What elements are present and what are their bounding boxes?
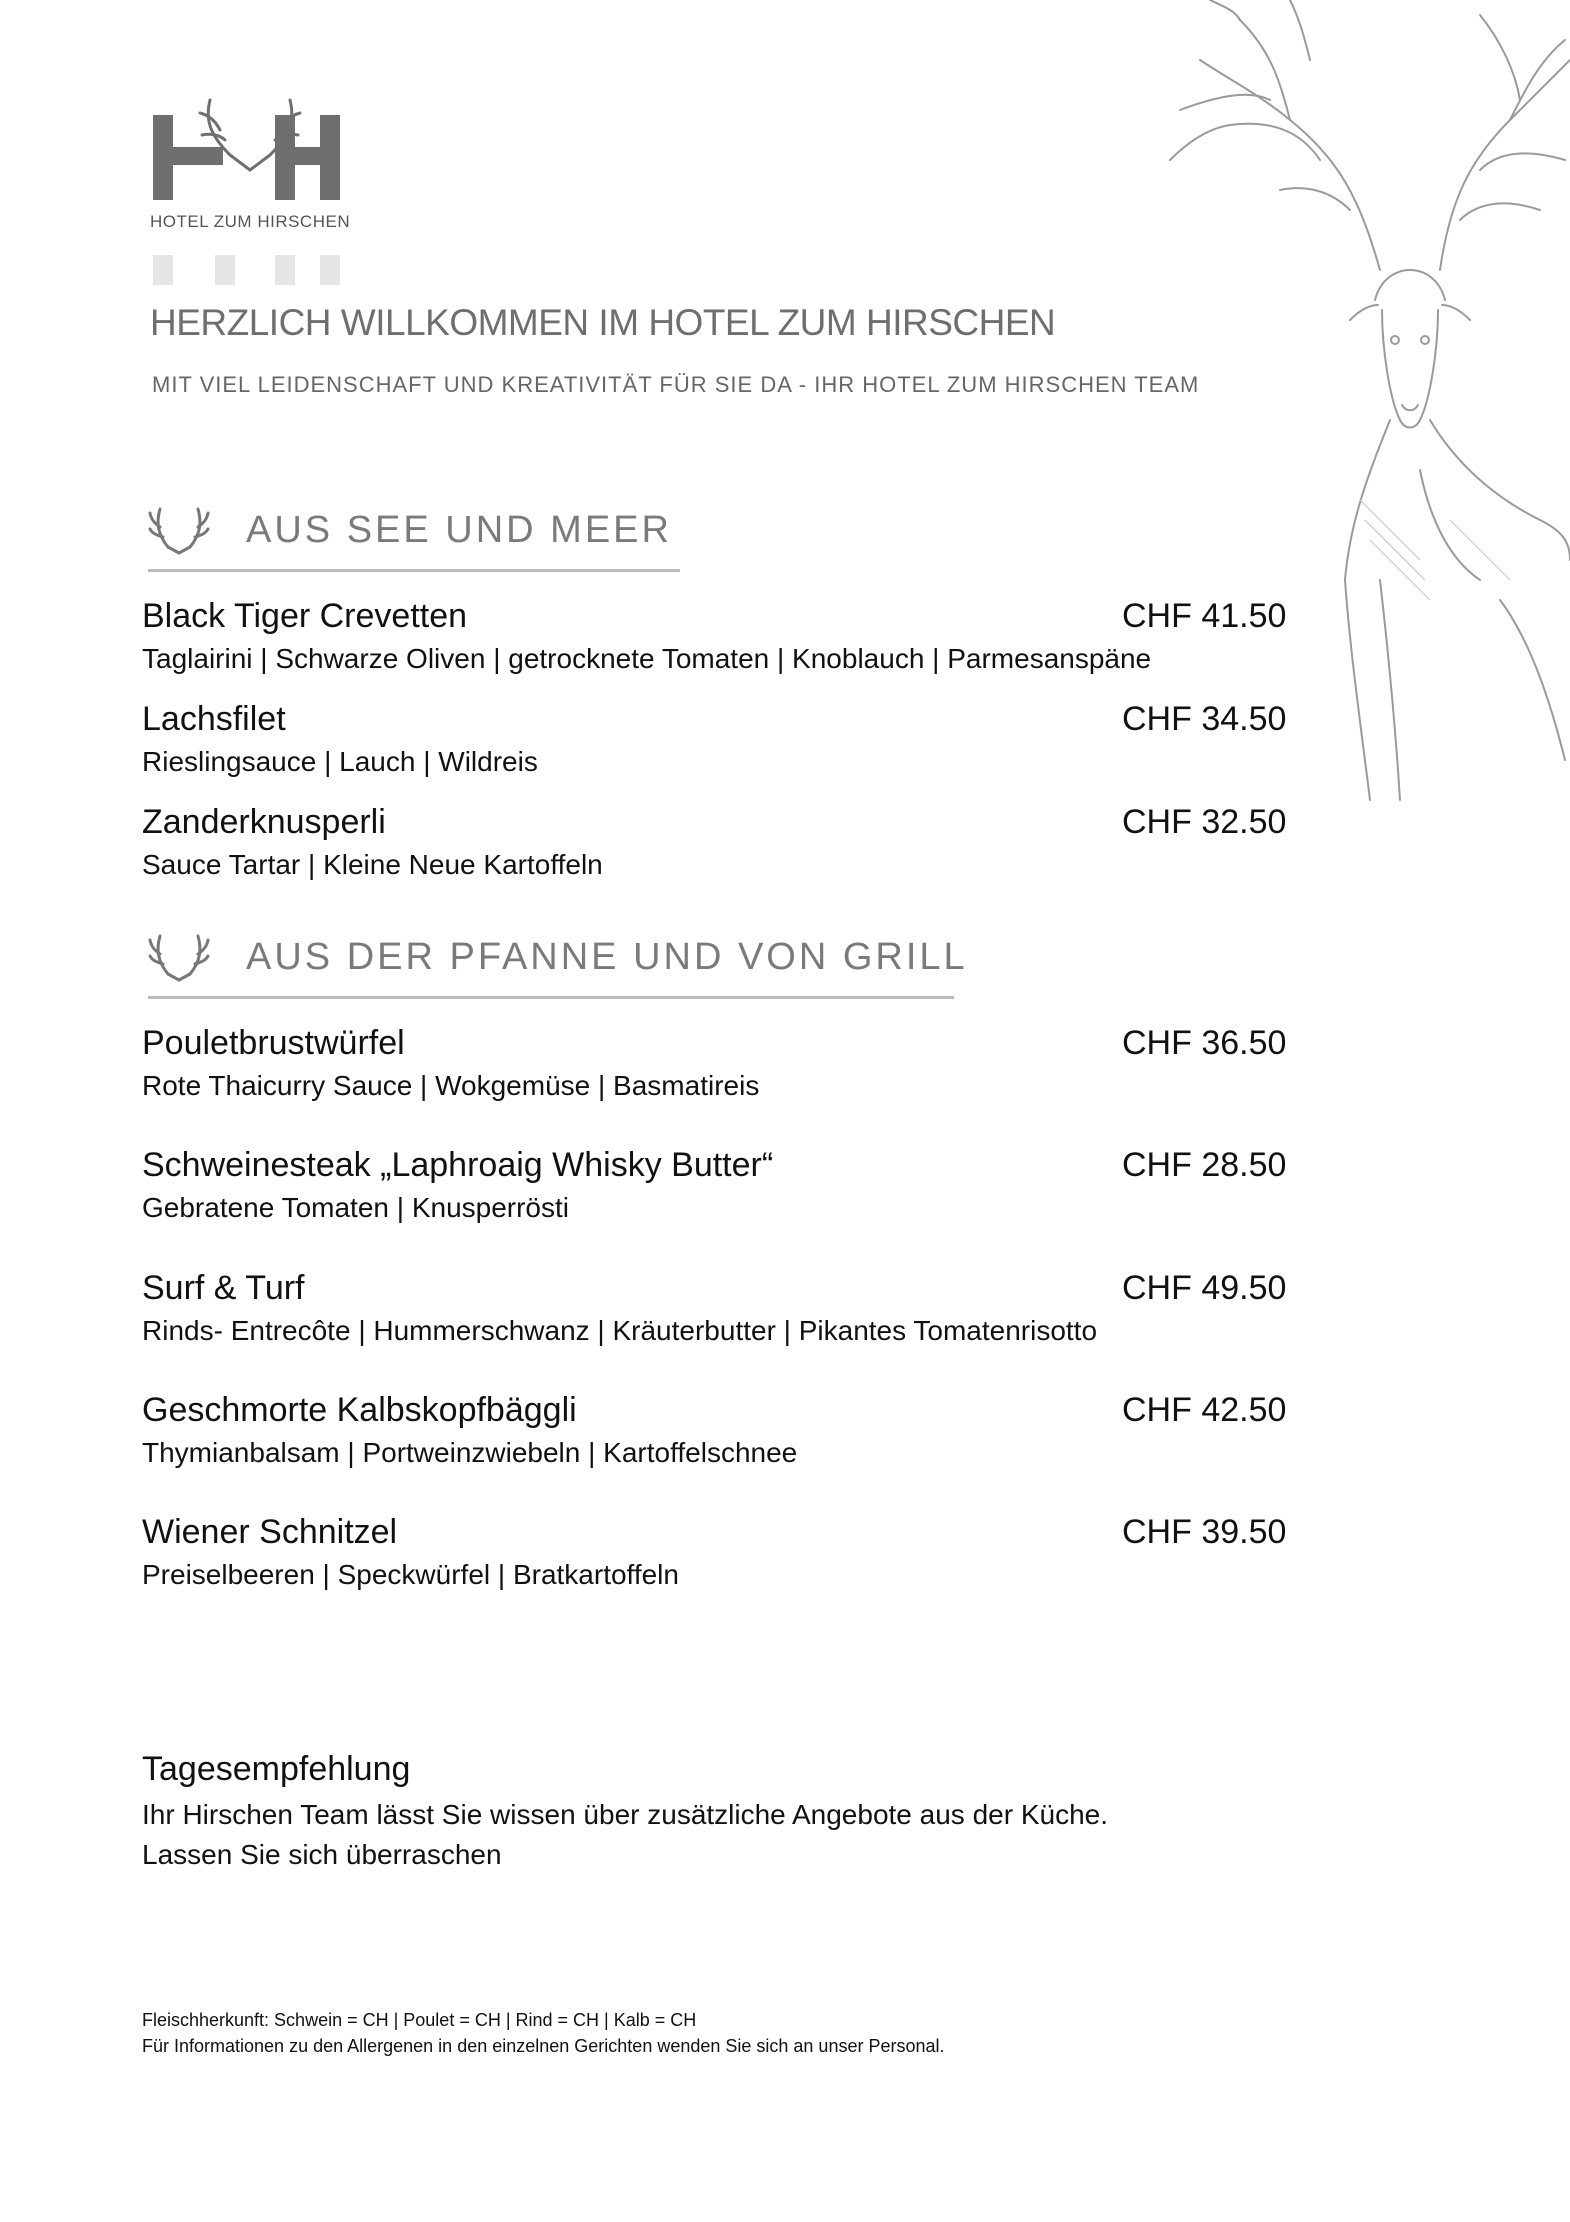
dish-price: CHF 49.50 bbox=[1122, 1269, 1287, 1307]
hotel-logo bbox=[150, 95, 360, 285]
antler-icon bbox=[148, 932, 210, 982]
section-title: AUS SEE UND MEER bbox=[246, 509, 672, 551]
dish-description: Preiselbeeren | Speckwürfel | Bratkartoffeln bbox=[142, 1559, 679, 1590]
dish-price: CHF 39.50 bbox=[1122, 1513, 1287, 1551]
dish-description: Rinds- Entrecôte | Hummerschwanz | Kräuterbutter | Pikantes Tomatenrisotto bbox=[142, 1315, 1098, 1346]
section-title: AUS DER PFANNE UND VON GRILL bbox=[246, 936, 968, 978]
dish-name: Schweinesteak „Laphroaig Whisky Butter“ bbox=[142, 1146, 774, 1184]
dish-price: CHF 32.50 bbox=[1122, 803, 1287, 841]
dish-description: Rieslingsauce | Lauch | Wildreis bbox=[142, 746, 538, 777]
meat-origin-note: Fleischherkunft: Schwein = CH | Poulet = CH | Rind = CH | Kalb = CH bbox=[142, 2010, 697, 2030]
tagline: MIT VIEL LEIDENSCHAFT UND KREATIVITÄT FÜR SIE DA - IHR HOTEL ZUM HIRSCHEN TEAM bbox=[152, 372, 1200, 397]
dish-name: Geschmorte Kalbskopfbäggli bbox=[142, 1391, 577, 1429]
dish-description: Taglairini | Schwarze Oliven | getrocknete Tomaten | Knoblauch | Parmesanspäne bbox=[142, 643, 1152, 674]
section-divider bbox=[148, 996, 954, 999]
dish-description: Rote Thaicurry Sauce | Wokgemüse | Basmatireis bbox=[142, 1070, 760, 1101]
section-divider bbox=[148, 569, 680, 572]
daily-title: Tagesempfehlung bbox=[142, 1750, 411, 1788]
dish-name: Lachsfilet bbox=[142, 700, 286, 738]
dish-description: Thymianbalsam | Portweinzwiebeln | Kartoffelschnee bbox=[142, 1437, 798, 1468]
dish-price: CHF 36.50 bbox=[1122, 1024, 1287, 1062]
dish-price: CHF 34.50 bbox=[1122, 700, 1287, 738]
dish-name: Surf & Turf bbox=[142, 1269, 305, 1307]
daily-recommendation bbox=[142, 1750, 1108, 1875]
dish-description: Gebratene Tomaten | Knusperrösti bbox=[142, 1192, 569, 1223]
welcome-heading: HERZLICH WILLKOMMEN IM HOTEL ZUM HIRSCHEN bbox=[150, 302, 1056, 343]
dish-name: Pouletbrustwürfel bbox=[142, 1024, 405, 1062]
antler-icon bbox=[148, 505, 210, 555]
logo-text: HOTEL ZUM HIRSCHEN bbox=[150, 212, 351, 231]
daily-text-line: Lassen Sie sich überraschen bbox=[142, 1839, 502, 1870]
dish-name: Black Tiger Crevetten bbox=[142, 597, 468, 635]
dish-price: CHF 41.50 bbox=[1122, 597, 1287, 635]
footer-notes bbox=[142, 2007, 945, 2059]
dish-price: CHF 42.50 bbox=[1122, 1391, 1287, 1429]
allergen-note: Für Informationen zu den Allergenen in den einzelnen Gerichten wenden Sie sich an unser Personal. bbox=[142, 2036, 945, 2056]
dish-price: CHF 28.50 bbox=[1122, 1146, 1287, 1184]
dish-name: Zanderknusperli bbox=[142, 803, 386, 841]
dish-name: Wiener Schnitzel bbox=[142, 1513, 398, 1551]
dish-description: Sauce Tartar | Kleine Neue Kartoffeln bbox=[142, 849, 603, 880]
daily-text-line: Ihr Hirschen Team lässt Sie wissen über zusätzliche Angebote aus der Küche. bbox=[142, 1799, 1108, 1830]
